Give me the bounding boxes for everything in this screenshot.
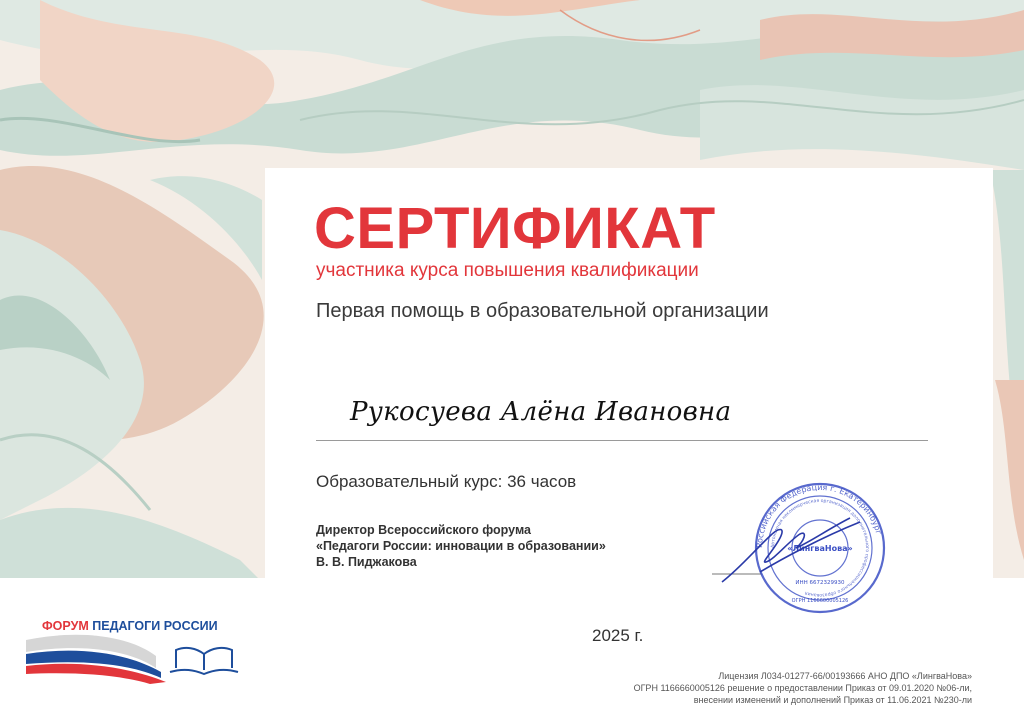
license-line: внесении изменений и дополнений Приказ от 11.06.2021 №230-ли	[693, 695, 972, 705]
logo-text	[42, 619, 218, 633]
stamp-outer-text: Российская Федерация г. Екатеринбург	[754, 482, 884, 549]
certificate-title: СЕРТИФИКАТ	[314, 196, 716, 261]
director-forum: «Педагоги России: инновации в образовании»	[316, 539, 606, 553]
course-hours: Образовательный курс: 36 часов	[316, 472, 577, 491]
certificate-subtitle: участника курса повышения квалификации	[316, 260, 699, 281]
stamp-inn: ИНН 6672329930	[795, 580, 845, 586]
license-line: Лицензия Л034-01277-66/00193666 АНО ДПО «ЛингваНова»	[718, 671, 972, 681]
stamp-center-text: «ЛингваНова»	[787, 544, 853, 553]
official-stamp	[700, 478, 910, 618]
recipient-name: Рукосуева Алёна Ивановна	[350, 397, 732, 427]
certificate-year: 2025 г.	[592, 626, 644, 645]
director-title: Директор Всероссийского форума	[316, 523, 531, 537]
director-block	[316, 522, 606, 570]
license-line: ОГРН 1166660005126 решение о предоставлении Приказ от 09.01.2020 №06-ли,	[633, 683, 972, 693]
license-info	[634, 670, 972, 706]
course-name: Первая помощь в образовательной организации	[316, 300, 769, 322]
stamp-inner-text: Автономная некоммерческая организация дополнительного профессионального образования	[770, 498, 870, 598]
book-icon	[170, 648, 238, 674]
logo-word-teachers: ПЕДАГОГИ РОССИИ	[92, 619, 218, 633]
name-underline	[316, 440, 928, 441]
director-name: В. В. Пиджакова	[316, 555, 417, 569]
stamp-ogrn: ОГРН 1166600005126	[791, 598, 849, 604]
logo-word-forum: ФОРУМ	[42, 619, 89, 633]
